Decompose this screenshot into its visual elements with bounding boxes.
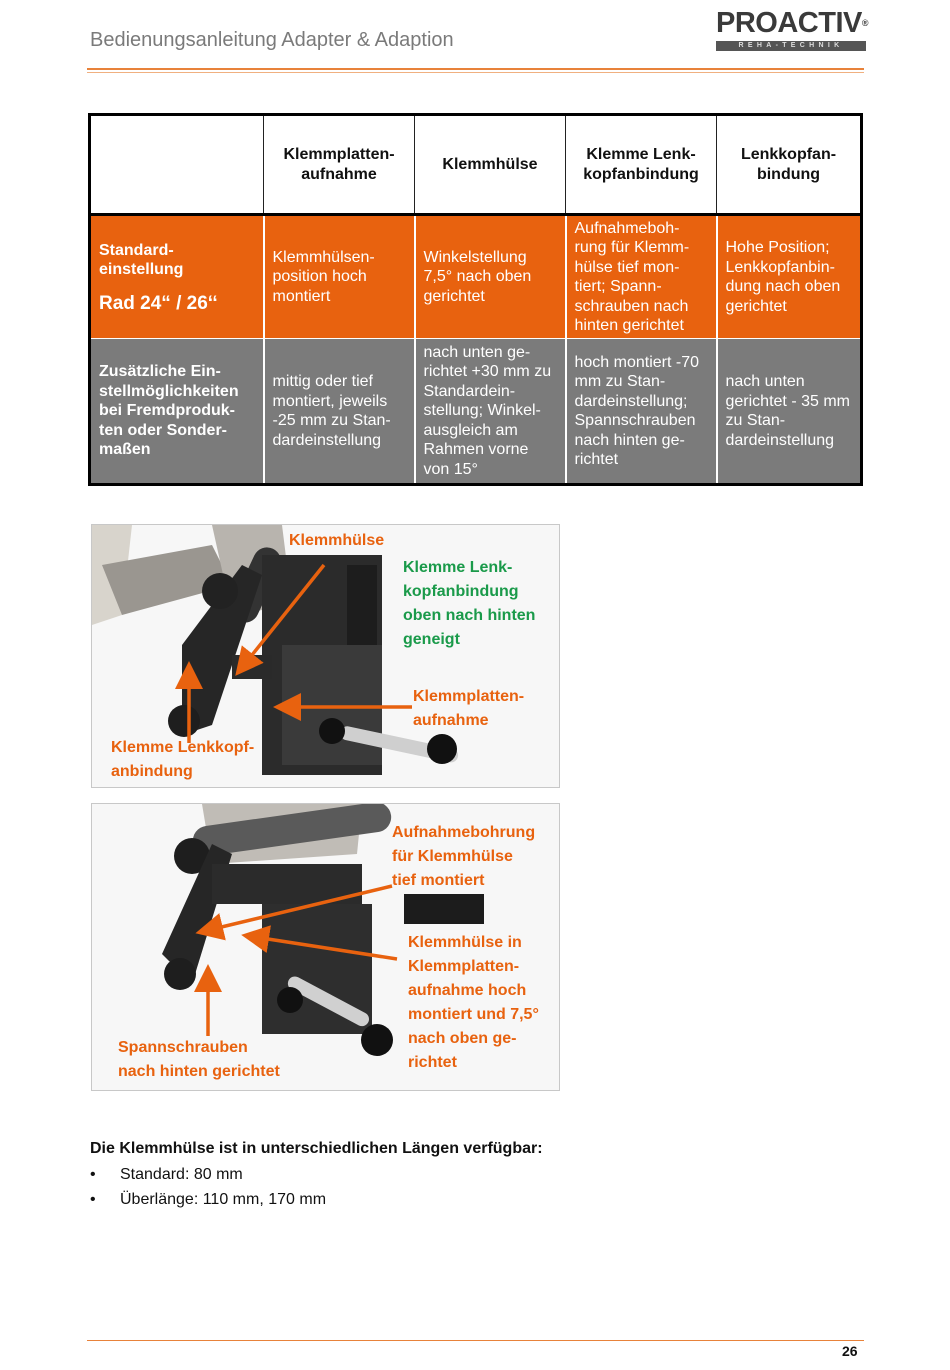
table-row-standard bbox=[90, 215, 862, 339]
label-klemme-lenkkopfanbindung: Klemme Lenkkopf- anbindung bbox=[111, 739, 255, 780]
label-spannschrauben: Spannschrauben nach hinten gerichtet bbox=[118, 1039, 280, 1080]
header-divider bbox=[87, 68, 864, 70]
table-cell: nach unten gerichtet - 35 mm zu Stan-dardeinstellung bbox=[717, 339, 862, 485]
column-header: Klemmplatten-aufnahme bbox=[264, 115, 415, 215]
table-cell: mittig oder tief montiert, jeweils -25 mm zu Stan-dardeinstellung bbox=[264, 339, 415, 485]
table-cell: Winkelstellung 7,5° nach oben gerichtet bbox=[415, 215, 566, 339]
table-cell: Klemmhülsen-position hoch montiert bbox=[264, 215, 415, 339]
page-number: 26 bbox=[842, 1343, 858, 1359]
list-item-text: Überlänge: 110 mm, 170 mm bbox=[120, 1191, 327, 1208]
table-cell: hoch montiert -70 mm zu Stan-dardeinstellung; Spannschrauben nach hinten ge-richtet bbox=[566, 339, 717, 485]
logo-main-text: PROACTIV bbox=[716, 7, 862, 39]
label-klemme-lenkkopfanbindung-geneigt: Klemme Lenk- kopfanbindung oben nach hinten geneigt bbox=[403, 559, 536, 648]
adapter-photo-1 bbox=[91, 524, 560, 788]
document-title: Bedienungsanleitung Adapter & Adaption bbox=[90, 29, 454, 51]
table-header-row bbox=[90, 115, 862, 215]
table-cell: Hohe Position; Lenkkopfanbin-dung nach oben gerichtet bbox=[717, 215, 862, 339]
adapter-photo-2 bbox=[91, 803, 560, 1091]
row-header-standard bbox=[90, 215, 264, 339]
proactiv-logo bbox=[716, 8, 866, 54]
table-row-additional bbox=[90, 339, 862, 485]
table-corner-cell bbox=[90, 115, 264, 215]
list-item bbox=[90, 1187, 326, 1212]
list-item bbox=[90, 1162, 326, 1187]
bullet-marker: • bbox=[90, 1191, 96, 1208]
logo-subtitle: REHA-TECHNIK bbox=[716, 41, 866, 51]
list-item-text: Standard: 80 mm bbox=[120, 1166, 243, 1183]
label-klemmhuelse-in-klemmplattenaufnahme: Klemmhülse in Klemmplatten- aufnahme hoch montiert und 7,5° nach oben ge- richtet bbox=[408, 934, 539, 1071]
label-aufnahmebohrung: Aufnahmebohrung für Klemmhülse tief montiert bbox=[392, 824, 536, 889]
footer-divider bbox=[87, 1340, 864, 1341]
availability-list bbox=[90, 1162, 326, 1212]
wheel-size-label: Rad 24“ / 26‘‘ bbox=[99, 292, 218, 314]
row-header-label: Standard-einstellung bbox=[99, 241, 184, 279]
label-klemmplattenaufnahme: Klemmplatten- aufnahme bbox=[413, 688, 525, 729]
column-header: Klemme Lenk-kopfanbindung bbox=[566, 115, 717, 215]
bullet-marker: • bbox=[90, 1166, 96, 1183]
settings-table bbox=[88, 113, 863, 486]
table-cell: Aufnahmeboh-rung für Klemm-hülse tief mon-tiert; Spann-schrauben nach hinten gerichtet bbox=[566, 215, 717, 339]
column-header: Klemmhülse bbox=[415, 115, 566, 215]
column-header: Lenkkopfan-bindung bbox=[717, 115, 862, 215]
availability-heading: Die Klemmhülse ist in unterschiedlichen Längen verfügbar: bbox=[90, 1140, 543, 1157]
logo-registered-mark: ® bbox=[861, 18, 868, 28]
header-divider-thin bbox=[87, 72, 864, 73]
row-header-additional: Zusätzliche Ein-stellmöglichkeiten bei Fremdproduk-ten oder Sonder-maßen bbox=[90, 339, 264, 485]
table-cell: nach unten ge-richtet +30 mm zu Standardein-stellung; Winkel-ausgleich am Rahmen vorne von 15° bbox=[415, 339, 566, 485]
label-klemmhuelse: Klemmhülse bbox=[289, 532, 385, 549]
